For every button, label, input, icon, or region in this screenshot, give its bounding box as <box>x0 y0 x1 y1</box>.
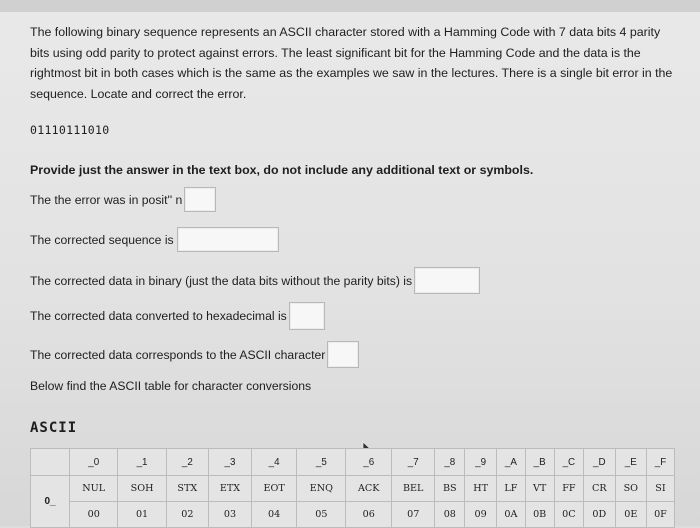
ascii-char-code: 05 <box>297 502 346 528</box>
table-intro-text: Below find the ASCII table for character conversions <box>30 379 312 393</box>
ascii-codes-row <box>31 502 675 528</box>
ascii-col-header: _9 <box>465 449 497 476</box>
ascii-col-header: _F <box>646 449 674 476</box>
ascii-char-name: ENQ <box>297 476 346 502</box>
ascii-col-header: _0 <box>70 449 118 476</box>
ascii-char-code: 04 <box>252 502 297 528</box>
binary-sequence: 01110111010 <box>30 123 110 137</box>
ascii-col-header: _B <box>525 449 554 476</box>
ascii-char-name: NUL <box>70 476 118 502</box>
ascii-char-name: LF <box>497 476 526 502</box>
ascii-char-name: SI <box>646 476 674 502</box>
ascii-char-code: 07 <box>391 502 435 528</box>
ascii-col-header: _8 <box>435 449 465 476</box>
ascii-col-header: _D <box>584 449 616 476</box>
ascii-char-name: CR <box>584 476 616 502</box>
ascii-char-code: 09 <box>465 502 497 528</box>
ascii-character-input[interactable] <box>327 341 359 368</box>
ascii-char-name: ACK <box>346 476 392 502</box>
ascii-char-name: SOH <box>118 476 166 502</box>
ascii-col-header: _1 <box>118 449 166 476</box>
top-band <box>0 0 700 12</box>
ascii-char-code: 02 <box>166 502 208 528</box>
field-error-position <box>30 187 216 212</box>
ascii-char-code: 03 <box>208 502 251 528</box>
field-corrected-data-binary <box>30 267 480 294</box>
ascii-char-name: SO <box>615 476 646 502</box>
ascii-char-name: BEL <box>391 476 435 502</box>
ascii-char-code: 00 <box>70 502 118 528</box>
field-corrected-data-hex <box>30 302 325 330</box>
ascii-char-code: 06 <box>346 502 392 528</box>
ascii-row-header: 0_ <box>31 476 70 528</box>
ascii-char-code: 0E <box>615 502 646 528</box>
ascii-col-header: _C <box>554 449 583 476</box>
field-error-position-label: The the error was in posit'' n <box>30 192 183 207</box>
field-ascii-character-label: The corrected data corresponds to the ASCII character <box>30 347 326 362</box>
ascii-col-header: _A <box>497 449 526 476</box>
ascii-table <box>30 448 675 528</box>
field-corrected-data-hex-label: The corrected data converted to hexadecimal is <box>30 309 287 323</box>
instruction-text: Provide just the answer in the text box, do not include any additional text or symbols. <box>30 163 534 177</box>
ascii-col-header: _6 <box>346 449 392 476</box>
ascii-char-name: VT <box>525 476 554 502</box>
error-position-input[interactable] <box>184 187 216 212</box>
corrected-data-binary-input[interactable] <box>414 267 480 294</box>
question-text: The following binary sequence represents an ASCII character stored with a Hamming Code with 7 data bits 4 parity bits using odd parity to protect against errors. The least significant bit for the Hamming Code and the data is the rightmost bit in both cases which is the same as the examples we saw in the lectures. There is a single bit error in the sequence. Locate and correct the error. <box>30 25 673 101</box>
ascii-char-name: ETX <box>208 476 251 502</box>
ascii-char-name: EOT <box>252 476 297 502</box>
ascii-col-header: _5 <box>297 449 346 476</box>
field-ascii-character <box>30 341 359 368</box>
ascii-header-row <box>31 449 675 476</box>
field-corrected-sequence <box>30 227 279 252</box>
ascii-title: ASCII <box>30 420 78 436</box>
ascii-col-header: _3 <box>208 449 251 476</box>
ascii-char-name: BS <box>435 476 465 502</box>
ascii-col-header: _4 <box>252 449 297 476</box>
ascii-char-name: STX <box>166 476 208 502</box>
ascii-char-code: 0C <box>554 502 583 528</box>
ascii-names-row <box>31 476 675 502</box>
ascii-char-name: HT <box>465 476 497 502</box>
corrected-data-hex-input[interactable] <box>289 302 325 330</box>
field-corrected-data-binary-label: The corrected data in binary (just the data bits without the parity bits) is <box>30 273 413 288</box>
ascii-char-code: 08 <box>435 502 465 528</box>
ascii-corner-cell <box>31 449 70 476</box>
ascii-col-header: _2 <box>166 449 208 476</box>
ascii-char-name: FF <box>554 476 583 502</box>
ascii-col-header: _E <box>615 449 646 476</box>
ascii-char-code: 0A <box>497 502 526 528</box>
ascii-char-code: 0B <box>525 502 554 528</box>
field-corrected-sequence-label: The corrected sequence is <box>30 232 174 247</box>
ascii-char-code: 0F <box>646 502 674 528</box>
table-intro <box>30 379 311 393</box>
ascii-col-header: _7 <box>391 449 435 476</box>
ascii-char-code: 01 <box>118 502 166 528</box>
corrected-sequence-input[interactable] <box>177 227 279 252</box>
ascii-char-code: 0D <box>584 502 616 528</box>
